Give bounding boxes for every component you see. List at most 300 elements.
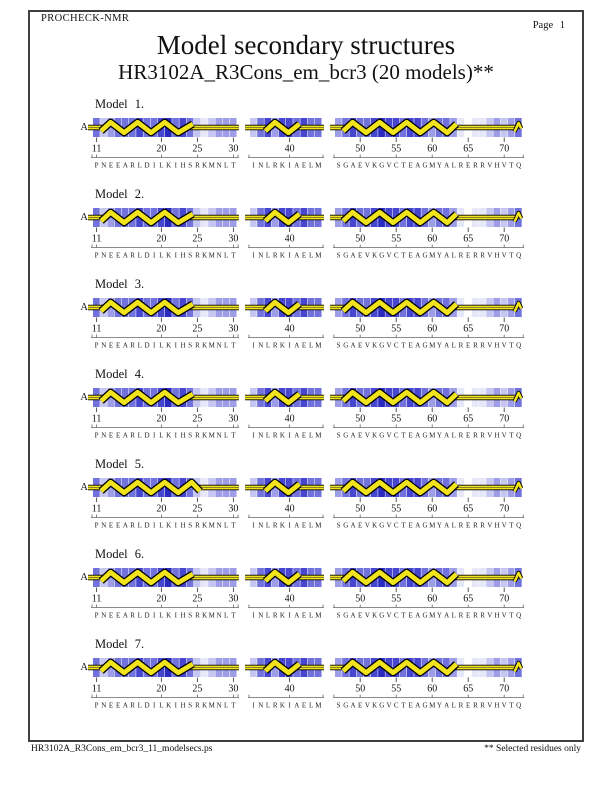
strip-text: S [336, 431, 341, 440]
strip-text: 30 [228, 143, 239, 155]
structure-strip-segment [93, 298, 237, 352]
strip-text: A [444, 701, 450, 710]
strip-text: L [159, 521, 164, 530]
strip-text: E [408, 341, 413, 350]
chain-label: A [80, 212, 88, 223]
strip-text: L [137, 431, 142, 440]
strip-text: 60 [427, 593, 438, 605]
strip-text: E [301, 341, 307, 350]
strip-text: E [301, 251, 307, 260]
strip-text: E [408, 701, 413, 710]
strip-text: N [101, 431, 107, 440]
strip-text: E [408, 251, 413, 260]
strip-text: A [415, 161, 421, 170]
strip-text: 50 [355, 323, 366, 335]
strip-text: N [216, 251, 222, 260]
strip-text: K [202, 431, 208, 440]
strip-text: I [153, 611, 156, 620]
strip-text: K [202, 521, 208, 530]
strip-text: 40 [284, 323, 295, 335]
strip-text: A [294, 251, 300, 260]
strip-text: G [343, 341, 349, 350]
strip-text: 50 [355, 143, 366, 155]
strip-text: V [364, 161, 370, 170]
strip-text: K [202, 341, 208, 350]
structure-strip-segment [93, 118, 237, 172]
strip-text: 40 [284, 413, 295, 425]
chain-label: A [80, 302, 88, 313]
strip-text: V [487, 251, 493, 260]
strip-text: V [487, 431, 493, 440]
model-label: Model 5. [95, 457, 145, 471]
strip-text: I [252, 161, 255, 170]
strip-text: E [108, 701, 114, 710]
strip-text: I [174, 701, 177, 710]
strip-text: Q [516, 611, 522, 620]
strip-text: A [294, 341, 300, 350]
strip-text: 65 [463, 143, 474, 155]
strip-text: 30 [228, 323, 239, 335]
strip-text: S [188, 431, 193, 440]
strip-text: K [279, 611, 285, 620]
strip-text: A [415, 521, 421, 530]
strip-text: H [494, 341, 500, 350]
strip-text: 70 [499, 323, 510, 335]
strip-text: A [415, 341, 421, 350]
strip-text: T [509, 341, 514, 350]
strip-text: 40 [284, 233, 295, 245]
strip-text: V [386, 161, 392, 170]
strip-text: Q [516, 701, 522, 710]
strip-text: L [309, 431, 314, 440]
strip-text: A [350, 431, 356, 440]
strip-text: L [159, 251, 164, 260]
strip-text: L [451, 341, 456, 350]
strip-text: M [315, 521, 322, 530]
strip-text: L [265, 161, 271, 170]
strip-text: S [336, 341, 341, 350]
strip-text: G [379, 611, 385, 620]
strip-text: R [130, 341, 135, 350]
strip-text: R [480, 251, 485, 260]
strip-text: V [386, 611, 392, 620]
strip-text: M [429, 431, 436, 440]
strip-text: R [480, 611, 485, 620]
strip-text: L [451, 521, 456, 530]
strip-text: K [279, 431, 285, 440]
strip-text: E [116, 341, 121, 350]
strip-text: M [429, 341, 436, 350]
strip-text: E [108, 521, 114, 530]
strip-text: V [386, 701, 392, 710]
strip-text: G [379, 341, 385, 350]
strip-text: E [358, 431, 363, 440]
strip-text: R [473, 431, 478, 440]
structure-strip-segment [93, 658, 237, 712]
strip-text: 65 [463, 593, 474, 605]
strip-text: I [252, 521, 255, 530]
strip-text: V [364, 251, 370, 260]
strip-text: R [458, 431, 464, 440]
strip-text: I [153, 431, 156, 440]
strip-text: I [252, 701, 255, 710]
strip-text: H [494, 431, 500, 440]
strip-text: 40 [284, 143, 295, 155]
strip-text: N [258, 341, 264, 350]
strip-text: M [429, 701, 436, 710]
strip-text: R [195, 521, 200, 530]
strip-text: G [379, 521, 385, 530]
strip-text: E [408, 431, 413, 440]
structure-strip-segment [93, 208, 237, 262]
structure-strip-segment [250, 298, 322, 352]
strip-text: A [122, 701, 128, 710]
strip-text: 25 [192, 593, 203, 605]
strip-text: 55 [391, 683, 402, 695]
strip-text: A [294, 431, 300, 440]
strip-text: L [137, 611, 142, 620]
strip-text: S [336, 251, 341, 260]
app-name: PROCHECK-NMR [41, 13, 130, 24]
strip-text: G [422, 161, 428, 170]
strip-text: 25 [192, 143, 203, 155]
strip-text: L [224, 611, 229, 620]
strip-text: V [364, 701, 370, 710]
strip-text: K [166, 611, 172, 620]
strip-text: 50 [355, 413, 366, 425]
strip-text: N [216, 341, 222, 350]
strip-text: A [415, 251, 421, 260]
strip-text: 60 [427, 143, 438, 155]
model-row [0, 367, 612, 452]
strip-text: 25 [192, 233, 203, 245]
strip-text: 11 [91, 413, 102, 425]
strip-text: A [350, 161, 356, 170]
strip-text: T [509, 251, 514, 260]
model-row [0, 547, 612, 632]
strip-text: 55 [391, 323, 402, 335]
strip-text: Y [436, 611, 442, 620]
strip-text: A [444, 521, 450, 530]
strip-text: S [188, 251, 193, 260]
strip-text: A [444, 431, 450, 440]
strip-text: K [166, 701, 172, 710]
strip-text: L [265, 521, 271, 530]
strip-text: R [480, 341, 485, 350]
strip-text: G [343, 701, 349, 710]
structure-strip-segment [335, 568, 522, 622]
strip-text: M [429, 161, 436, 170]
strip-text: V [487, 341, 493, 350]
strip-text: E [301, 431, 307, 440]
strip-text: 40 [284, 503, 295, 515]
strip-text: H [180, 611, 186, 620]
structure-strip-segment [335, 298, 522, 352]
strip-text: 11 [91, 233, 102, 245]
strip-text: K [166, 521, 172, 530]
strip-text: S [188, 701, 193, 710]
strip-text: K [279, 251, 285, 260]
strip-text: 11 [91, 143, 102, 155]
strip-text: G [379, 251, 385, 260]
strip-text: M [208, 251, 215, 260]
footer-note: ** Selected residues only [484, 744, 581, 754]
strip-text: R [195, 701, 200, 710]
strip-text: L [224, 521, 229, 530]
strip-text: G [343, 431, 349, 440]
strip-text: L [159, 341, 164, 350]
strip-text: 11 [91, 503, 102, 515]
strip-text: R [458, 701, 464, 710]
strip-text: T [401, 701, 406, 710]
strip-text: P [94, 521, 99, 530]
strip-text: T [509, 521, 514, 530]
strip-text: A [350, 341, 356, 350]
strip-text: R [458, 521, 464, 530]
strip-text: 20 [156, 413, 167, 425]
strip-text: N [101, 701, 107, 710]
strip-text: R [480, 521, 485, 530]
strip-text: A [294, 701, 300, 710]
strip-text: C [393, 611, 399, 620]
strip-text: E [108, 341, 114, 350]
strip-text: V [501, 251, 507, 260]
strip-text: 20 [156, 503, 167, 515]
strip-text: M [208, 431, 215, 440]
structure-strip-segment [335, 208, 522, 262]
strip-text: E [108, 611, 114, 620]
strip-text: R [458, 251, 464, 260]
strip-text: V [386, 341, 392, 350]
strip-text: I [174, 251, 177, 260]
structure-strip-segment [250, 568, 322, 622]
strip-text: L [265, 701, 271, 710]
strip-text: G [379, 701, 385, 710]
strip-text: P [94, 341, 99, 350]
strip-text: E [108, 431, 114, 440]
strip-text: K [202, 611, 208, 620]
strip-text: Q [516, 431, 522, 440]
strip-text: I [288, 251, 291, 260]
structure-strip-segment [335, 118, 522, 172]
strip-text: I [174, 161, 177, 170]
strip-text: L [309, 611, 314, 620]
strip-text: M [208, 161, 215, 170]
chain-label: A [80, 392, 88, 403]
strip-text: I [174, 521, 177, 530]
model-label: Model 7. [95, 637, 145, 651]
page-number: Page 1 [532, 20, 565, 31]
strip-text: S [188, 611, 193, 620]
strip-text: Q [516, 521, 522, 530]
strip-text: R [195, 431, 200, 440]
strip-text: K [372, 341, 378, 350]
strip-text: D [144, 341, 150, 350]
strip-text: T [401, 341, 406, 350]
strip-text: C [393, 161, 399, 170]
strip-text: 50 [355, 683, 366, 695]
strip-text: M [208, 701, 215, 710]
strip-text: T [231, 701, 236, 710]
strip-text: 70 [499, 233, 510, 245]
strip-text: V [501, 521, 507, 530]
strip-text: I [288, 521, 291, 530]
strip-text: R [458, 161, 464, 170]
strip-text: G [422, 611, 428, 620]
structure-strip-segment [250, 118, 322, 172]
strip-text: I [153, 701, 156, 710]
strip-text: N [216, 431, 222, 440]
strip-text: E [116, 521, 121, 530]
strip-text: L [451, 251, 456, 260]
strip-text: P [94, 611, 99, 620]
strip-text: M [429, 521, 436, 530]
strip-text: 11 [91, 683, 102, 695]
structure-strip-segment [93, 388, 237, 442]
strip-text: L [137, 521, 142, 530]
structure-strip-segment [93, 478, 237, 532]
strip-text: I [288, 341, 291, 350]
strip-text: T [231, 161, 236, 170]
strip-text: H [180, 431, 186, 440]
strip-text: A [122, 521, 128, 530]
strip-text: K [372, 701, 378, 710]
strip-text: N [216, 701, 222, 710]
strip-text: 20 [156, 143, 167, 155]
strip-text: P [94, 161, 99, 170]
strip-text: L [309, 701, 314, 710]
strip-text: Y [436, 251, 442, 260]
strip-text: 30 [228, 503, 239, 515]
strip-text: L [451, 701, 456, 710]
strip-text: E [466, 431, 471, 440]
strip-text: E [108, 251, 114, 260]
strip-text: R [130, 701, 135, 710]
strip-text: L [159, 161, 164, 170]
model-row [0, 97, 612, 182]
strip-text: V [386, 521, 392, 530]
strip-text: T [509, 701, 514, 710]
strip-text: V [501, 701, 507, 710]
strip-text: C [393, 341, 399, 350]
strip-text: T [401, 521, 406, 530]
strip-text: M [315, 341, 322, 350]
strip-text: V [364, 611, 370, 620]
strip-text: E [116, 251, 121, 260]
strip-text: 70 [499, 413, 510, 425]
strip-text: 65 [463, 413, 474, 425]
strip-text: G [343, 251, 349, 260]
strip-text: R [473, 341, 478, 350]
strip-text: L [265, 341, 271, 350]
strip-text: N [258, 251, 264, 260]
strip-text: I [252, 341, 255, 350]
strip-text: R [480, 161, 485, 170]
strip-text: R [195, 611, 200, 620]
strip-text: R [473, 521, 478, 530]
strip-text: 11 [91, 323, 102, 335]
strip-text: 70 [499, 593, 510, 605]
strip-text: L [224, 161, 229, 170]
strip-text: L [137, 161, 142, 170]
strip-text: R [272, 161, 278, 170]
strip-text: A [350, 251, 356, 260]
strip-text: V [501, 431, 507, 440]
strip-text: R [272, 341, 278, 350]
chain-label: A [80, 122, 88, 133]
strip-text: K [372, 161, 378, 170]
strip-text: T [401, 161, 406, 170]
strip-text: Q [516, 341, 522, 350]
strip-text: D [144, 161, 150, 170]
strip-text: E [466, 701, 471, 710]
model-label: Model 4. [95, 367, 145, 381]
strip-text: 70 [499, 143, 510, 155]
strip-text: 70 [499, 683, 510, 695]
structure-strip-segment [250, 658, 322, 712]
strip-text: S [336, 701, 341, 710]
strip-text: V [501, 611, 507, 620]
strip-text: C [393, 521, 399, 530]
strip-text: D [144, 251, 150, 260]
strip-text: 55 [391, 593, 402, 605]
strip-text: E [301, 701, 307, 710]
strip-text: K [202, 251, 208, 260]
strip-text: N [216, 521, 222, 530]
strip-text: E [358, 701, 363, 710]
strip-text: 65 [463, 233, 474, 245]
strip-text: 65 [463, 503, 474, 515]
strip-text: E [466, 251, 471, 260]
strip-text: M [429, 611, 436, 620]
strip-text: R [272, 521, 278, 530]
strip-text: R [130, 161, 135, 170]
structure-strip-segment [335, 478, 522, 532]
strip-text: V [501, 341, 507, 350]
strip-text: C [393, 251, 399, 260]
strip-text: L [309, 251, 314, 260]
strip-text: A [415, 611, 421, 620]
strip-text: R [272, 251, 278, 260]
strip-text: S [188, 521, 193, 530]
strip-text: I [153, 251, 156, 260]
strip-text: I [174, 611, 177, 620]
strip-text: E [116, 611, 121, 620]
strip-text: K [279, 701, 285, 710]
structure-strip-segment [335, 658, 522, 712]
strip-text: D [144, 701, 150, 710]
strip-text: I [174, 341, 177, 350]
strip-text: N [101, 341, 107, 350]
strip-text: H [180, 161, 186, 170]
strip-text: R [473, 701, 478, 710]
strip-text: M [315, 701, 322, 710]
strip-text: M [429, 251, 436, 260]
strip-text: 50 [355, 233, 366, 245]
strip-text: L [451, 611, 456, 620]
strip-text: H [180, 341, 186, 350]
strip-text: V [487, 161, 493, 170]
strip-text: R [480, 431, 485, 440]
chain-label: A [80, 572, 88, 583]
strip-text: K [202, 701, 208, 710]
strip-text: E [116, 161, 121, 170]
strip-text: N [101, 611, 107, 620]
strip-text: E [408, 611, 413, 620]
strip-text: M [208, 341, 215, 350]
strip-text: E [466, 521, 471, 530]
strip-text: 55 [391, 233, 402, 245]
